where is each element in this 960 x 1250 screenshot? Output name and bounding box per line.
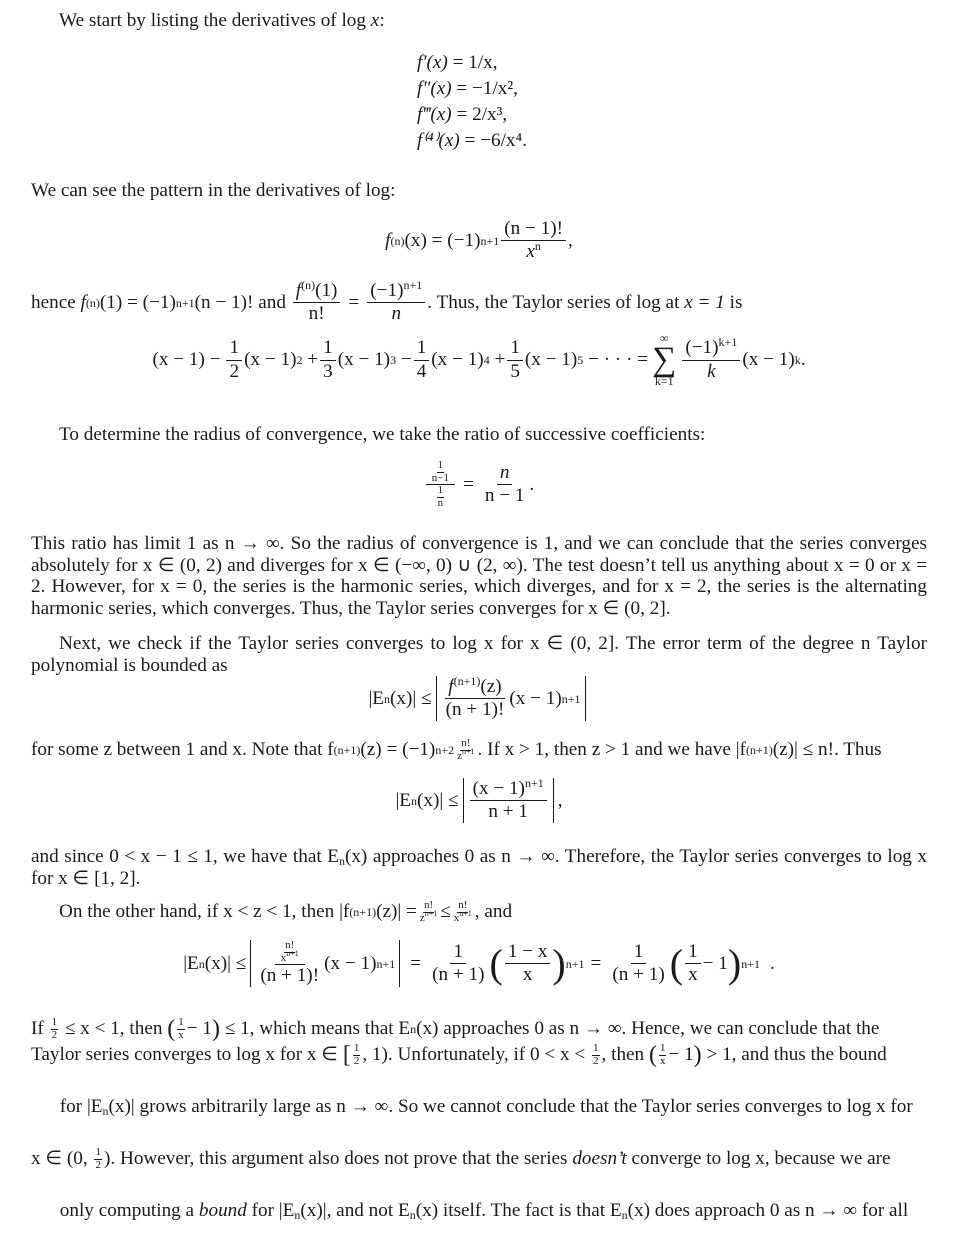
inner-num: 1 [437, 484, 444, 497]
f2-den [453, 908, 473, 925]
den-base: x [453, 911, 460, 924]
one-over-fraction [609, 941, 667, 986]
series-general-coef [682, 337, 740, 382]
half-fraction [592, 1043, 600, 1067]
coef-num-exp: k+1 [718, 335, 738, 350]
derivative-1 [417, 50, 498, 76]
num: 1 [95, 1145, 101, 1158]
term-op: − · · · = [588, 349, 649, 371]
bound-lhs: |E [368, 687, 385, 709]
derivative-rhs: = 1/x, [452, 52, 498, 73]
rhs-num [497, 462, 513, 485]
den-base: x [526, 241, 535, 263]
note-paragraph: for some z between 1 and x. Note that f (n+1) (z) = (−1) n+2 $\frac{n!}{z^{n+1}}$ . If x > 1, then z > 1 and we have |f (n+1) (z)| ≤ n!. Thus [31, 737, 882, 762]
ratio-lhs-fraction [426, 460, 455, 509]
f-symbol: f [385, 229, 391, 251]
num-sup: (n) [301, 277, 316, 292]
derivative-rhs: = −1/x², [456, 78, 518, 99]
hence-part2: (n − 1)! and [194, 291, 291, 313]
final-line-3 [31, 1068, 927, 1146]
coef-num: 1 [320, 337, 336, 360]
hence-text: hence [31, 291, 76, 313]
equals-sign: = [590, 952, 602, 974]
sum-upper: ∞ [659, 331, 669, 345]
intro-end: : [379, 10, 385, 31]
den-sup: n+1 [286, 948, 299, 958]
text: , then [601, 1044, 649, 1065]
num-arg: (1) [315, 280, 338, 301]
other-c: , and [474, 901, 513, 923]
text: converge to log x, because we are [626, 1148, 891, 1169]
sub: n [294, 1208, 301, 1222]
fraction-numerator [367, 277, 425, 303]
ratio-lhs-den [432, 485, 450, 509]
fraction-numerator [293, 277, 341, 303]
series-coef-1 [226, 337, 242, 382]
text: (x)| grows arbitrarily large as n → ∞. So we cannot conclude that the Taylor series converges to log x for [108, 1096, 913, 1117]
term-body: (x − 1) [244, 349, 297, 371]
x-equals: x = 1 [684, 291, 725, 313]
var-x: x [370, 10, 380, 31]
text: ) [103, 1148, 111, 1169]
text: only computing a [59, 1200, 199, 1221]
half-fraction [353, 1043, 361, 1067]
bound-den: (n + 1)! [260, 965, 320, 987]
fraction-denominator: n! [308, 303, 325, 325]
error-bound-equation-2: |E n (x)| ≤ $\frac{(x - 1)^{n+1}}{n + 1}$ , [395, 775, 563, 823]
series-first-term: (x − 1) − [152, 349, 221, 371]
text: , 1) [362, 1044, 388, 1065]
left-paren: ( [669, 940, 684, 986]
den: x [178, 1028, 184, 1041]
num-arg: (z) [480, 676, 502, 697]
pattern-arg: (x) = (−1) [404, 229, 481, 251]
f2-num: n! [458, 899, 468, 911]
tail-end: . [800, 349, 806, 371]
num: 1 [593, 1041, 599, 1054]
inner-num: 1 [437, 459, 444, 471]
derivative-2 [417, 76, 518, 102]
ratio-rhs-fraction [482, 462, 528, 507]
hence-part1: (1) = (−1) [99, 291, 176, 313]
equals-sign: = [348, 291, 360, 313]
right-paren: ) [727, 940, 742, 986]
den: 2 [51, 1028, 58, 1041]
bound-end: , [557, 789, 563, 811]
note-b: (z) = (−1) [360, 739, 436, 761]
error-term-paragraph [31, 633, 927, 676]
taylor-series-equation: (x − 1) − $\frac{1}{2}$ (x − 1) 2 + $\frac{1}{3}$ (x − 1) 3 − $\frac{1}{4}$ (x − 1) 4 + $\frac{1}{5}$ (x − 1) 5 − · · · = ∞ ∑ k=1 $\frac{(-1)^{k+1}}{k}$ (x − 1) k . [152, 331, 806, 388]
bound-num [470, 775, 547, 801]
tail-body: (x − 1) [742, 349, 795, 371]
note-frac-num: n! [461, 737, 471, 749]
den-exp: n [534, 238, 541, 253]
note-fraction [456, 738, 475, 762]
ratio-equation [31, 460, 927, 509]
half-fraction [94, 1147, 102, 1171]
coef-den [704, 361, 719, 383]
inner-fraction-top [431, 460, 450, 484]
term-body: (x − 1) [431, 349, 484, 371]
num: 1 [178, 1015, 184, 1028]
other-hand-paragraph: On the other hand, if x < z < 1, then |f (n+1) (z)| = $\frac{n!}{z^{n+1}}$ ≤ $\frac{n!}{x^{n+1}}$ , and [59, 899, 513, 924]
text: − 1 [186, 1018, 212, 1039]
paren-fraction-1 [505, 941, 551, 986]
left-paren: ( [648, 1042, 657, 1068]
num: 1 − x [505, 941, 551, 964]
inner-fraction [280, 940, 300, 964]
note-c: . If x > 1, then z > 1 and we have |f [477, 739, 746, 761]
bound-lhs-tail: (x)| ≤ [204, 952, 247, 974]
text: for |E [246, 1200, 295, 1221]
coef-den: 2 [229, 360, 240, 382]
inv-x-fraction [177, 1017, 185, 1041]
other-b: (z)| = [376, 901, 417, 923]
sigma-icon: ∑ [652, 341, 677, 378]
note-d: (z)| ≤ n!. Thus [772, 739, 882, 761]
num: 1 [631, 941, 647, 964]
final-line-1: If $\frac{1}{2}$ ≤ x < 1, then ( $\frac{1}{x}$ − 1 ) ≤ 1, which means that E n (x) approaches 0 as n → ∞. Hence, we can conclude that the [31, 1015, 880, 1042]
text: (x) does approach 0 as n → ∞ for all [627, 1200, 909, 1221]
conclusion-text: and since 0 < x − 1 ≤ 1, we have that E [31, 846, 339, 867]
summation [652, 332, 676, 388]
den: 2 [593, 1054, 599, 1067]
coef-num: 1 [414, 337, 430, 360]
hence-part4: is [724, 291, 743, 313]
coef-den: 4 [416, 360, 427, 382]
absolute-value [463, 775, 554, 823]
equals-sign: = [462, 473, 474, 495]
f-symbol: f [295, 280, 302, 301]
inner-fraction-bottom [437, 485, 445, 509]
intro-text: We start by listing the derivatives of log [59, 10, 371, 31]
paren-fraction-2 [685, 941, 701, 986]
absolute-value: $\frac{\frac{n!}{x^{n+1}}}{(n + 1)!}$ (x − 1) n+1 [250, 940, 400, 987]
derivative-4 [417, 128, 527, 154]
bound-num [275, 940, 305, 965]
le-sign: ≤ [440, 901, 451, 923]
den-base: z [419, 911, 425, 924]
other-a: On the other hand, if x < z < 1, then |f [59, 901, 350, 923]
text: (x) itself. The fact is that E [415, 1200, 622, 1221]
den-sup: n+1 [461, 746, 475, 756]
coefficient-fraction [293, 277, 341, 325]
conclusion-text2: (x) approaches 0 as n → ∞. Therefore, the Taylor series converges to log x for x ∈ [1, 2]. [31, 846, 928, 889]
emphasis: doesn’t [572, 1148, 627, 1169]
text: ≤ 1, which means that E [219, 1018, 411, 1039]
note-frac-den [456, 746, 475, 763]
error-term-text: Next, we check if the Taylor series converges to log x for x ∈ (0, 2]. The error term of the degree n Taylor polynomial is bounded as [31, 633, 927, 676]
conclusion-paragraph [31, 846, 927, 889]
coef-num: 1 [507, 337, 523, 360]
right-paren: ) [211, 1016, 220, 1042]
minus-one: − 1 [702, 952, 728, 974]
bound-den: n + 1 [488, 801, 528, 823]
bound-lhs-tail: (x)| ≤ [390, 687, 432, 709]
series-coef-4 [507, 337, 523, 382]
text: for |E [59, 1096, 103, 1117]
term-op: + [494, 349, 506, 371]
left-paren: ( [489, 940, 503, 986]
den-base: x [280, 951, 287, 964]
text: If [31, 1018, 49, 1039]
bound-body: (x − 1) [509, 687, 562, 709]
coef-num: 1 [226, 337, 242, 360]
text: > 1, and thus the bound [701, 1044, 887, 1065]
radius-intro [31, 424, 927, 446]
den-n: n [391, 303, 402, 325]
den-sup: n+1 [459, 908, 472, 918]
sub: n [621, 1208, 628, 1222]
radius-intro-text: To determine the radius of convergence, we take the ratio of successive coefficients: [59, 424, 706, 445]
fraction-denominator [523, 238, 544, 263]
text: (x) approaches 0 as n → ∞. Hence, we can conclude that the [416, 1018, 880, 1039]
text: Taylor series converges to log x for x ∈ [31, 1044, 343, 1065]
bound-fraction [257, 940, 322, 987]
derivatives-equations [417, 50, 527, 154]
num-sup: n+1 [524, 775, 544, 790]
text: − 1 [668, 1044, 694, 1065]
num: 1 [659, 1041, 666, 1054]
conclusion-sub: n [338, 854, 345, 868]
pattern-intro [31, 180, 395, 202]
f-symbol: f [448, 676, 454, 697]
inner-den [280, 948, 300, 965]
left-bracket: [ [342, 1042, 351, 1068]
den: x [688, 964, 698, 986]
rhs-den: n − 1 [484, 485, 525, 507]
den-base: z [457, 749, 462, 762]
coef-den: 3 [323, 360, 333, 382]
den: x [522, 964, 533, 986]
hence-part3: . Thus, the Taylor series of log at [427, 291, 685, 313]
error-bound-equation-3: |E n (x)| ≤ $\frac{\frac{n!}{x^{n+1}}}{(n + 1)!}$ (x − 1) n+1 = $\frac{1}{(n + 1)}$ ( $\frac{1 - x}{x}$ ) n+1 = $\frac{1}{(n + 1)}$ ( $\frac{1}{x}$ − 1 ) n+1 . [183, 939, 775, 987]
inv-x-fraction [659, 1043, 667, 1067]
text: ≤ x < 1, then [60, 1018, 168, 1039]
right-paren: ) [552, 940, 566, 986]
equals-sign: = [410, 952, 422, 974]
coef-num-base: (−1) [685, 337, 719, 359]
text: (0, [66, 1148, 93, 1169]
other-frac-1 [419, 900, 438, 924]
text: (x)|, and not E [300, 1200, 410, 1221]
sum-lower: k=1 [654, 374, 674, 388]
derivative-lhs: f′(x) [417, 52, 448, 73]
den: (n + 1) [432, 964, 485, 986]
pattern-intro-text: We can see the pattern in the derivatives of log: [31, 180, 396, 201]
one-over-fraction [429, 941, 487, 986]
sub: n [102, 1104, 109, 1118]
derivative-lhs: f⁽⁴⁾(x) [417, 130, 460, 151]
den-sup: n+1 [424, 908, 438, 918]
series-coef-2 [320, 337, 336, 382]
bound-den: (n + 1)! [445, 699, 505, 721]
text: . However, this argument also does not prove that the series [110, 1148, 573, 1169]
error-bound-equation-1: |E n (x)| ≤ $\frac{f^{(n+1)}(z)}{(n + 1)!}$ (x − 1) n+1 [31, 676, 927, 721]
inner-den: n−1 [431, 471, 449, 484]
term-op: − [400, 349, 412, 371]
num: 1 [450, 941, 466, 964]
derivative-3 [417, 102, 507, 128]
coef-den-k: k [707, 360, 716, 382]
den: 2 [95, 1158, 101, 1171]
ratio-lhs-num [426, 460, 455, 485]
bound-lhs: |E [183, 952, 199, 974]
coef-num [682, 337, 740, 360]
den: 2 [353, 1054, 360, 1067]
sign-fraction [367, 277, 425, 325]
num-base: (−1) [370, 280, 404, 301]
term-body: (x − 1) [524, 349, 578, 371]
text: . Unfortunately, if 0 < x < [387, 1044, 591, 1065]
intro-paragraph [31, 10, 927, 32]
right-paren: ) [693, 1042, 702, 1068]
ratio-end: . [529, 473, 535, 495]
coef-den: 5 [510, 360, 520, 382]
derivative-lhs: f‴(x) [417, 104, 452, 125]
left-paren: ( [167, 1016, 176, 1042]
absolute-value: $\frac{f^{(n+1)}(z)}{(n + 1)!}$ (x − 1) n+1 [436, 676, 586, 721]
num: 1 [685, 941, 701, 964]
fraction-denominator [388, 303, 404, 325]
bound-fraction [470, 775, 547, 823]
convergence-paragraph [31, 533, 927, 619]
term-op: + [307, 349, 319, 371]
emphasis: bound [198, 1200, 247, 1221]
bound-fraction [443, 673, 508, 721]
final-paragraph [31, 1016, 927, 1250]
half-fraction [51, 1017, 59, 1041]
f1-den [419, 908, 438, 925]
num-sup: n+1 [403, 277, 423, 292]
rhs-n: n [499, 462, 510, 484]
bound-num [445, 673, 504, 699]
pattern-equation [31, 218, 927, 263]
pattern-fraction [501, 218, 566, 263]
convergence-text: This ratio has limit 1 as n → ∞. So the radius of convergence is 1, and we can conclude that the series converges absolutely for x ∈ (0, 2) and diverges for x ∈ (−∞, 0) ∪ (2, ∞). The test doesn’t tell us anything about x = 0 or x = 2. However, for x = 0, the series is the harmonic series, which diverges, and for x = 2, the series is the alternating harmonic series, which converges. Thus, the Taylor series converges for x ∈ (0, 2]. [31, 533, 927, 619]
den: (n + 1) [612, 964, 665, 986]
hence-paragraph: hence f (n) (1) = (−1) n+1 (n − 1)! and $\frac{f^{(n)}(1)}{n!}$ = $\frac{(-1)^{n+1}}{n}$ . Thus, the Taylor series of log at x = 1 is [31, 277, 743, 325]
bound-lhs: |E [395, 789, 412, 811]
num-sup: (n+1) [453, 673, 481, 688]
bound-end: . [770, 952, 775, 974]
num-body: (x − 1) [472, 778, 525, 799]
final-line-5 [31, 1172, 927, 1250]
num: 1 [51, 1015, 58, 1028]
term-body: (x − 1) [337, 349, 391, 371]
inner-num: n! [285, 939, 295, 951]
final-line-2 [31, 1042, 927, 1068]
text: x ∈ [31, 1148, 67, 1169]
final-line-4 [31, 1146, 927, 1172]
f-symbol: f [80, 291, 86, 313]
f1-num: n! [423, 899, 434, 911]
num: 1 [353, 1041, 360, 1054]
derivative-rhs: = 2/x³, [456, 104, 508, 125]
bound-lhs-tail: (x)| ≤ [417, 789, 459, 811]
fraction-numerator: (n − 1)! [501, 218, 566, 241]
derivative-rhs: = −6/x⁴. [464, 130, 527, 151]
pattern-tail: , [568, 229, 573, 251]
other-frac-2 [453, 900, 473, 924]
sub: n [409, 1208, 416, 1222]
series-coef-3 [414, 337, 430, 382]
inner-den: n [437, 496, 444, 509]
den: x [659, 1054, 666, 1067]
note-a: for some z between 1 and x. Note that f [31, 739, 334, 761]
pattern-row: f (n) (x) = (−1) n+1 $\frac{(n - 1)!}{x^n}$ , [385, 218, 573, 263]
bound-body: (x − 1) [324, 952, 377, 974]
derivative-lhs: f″(x) [417, 78, 452, 99]
